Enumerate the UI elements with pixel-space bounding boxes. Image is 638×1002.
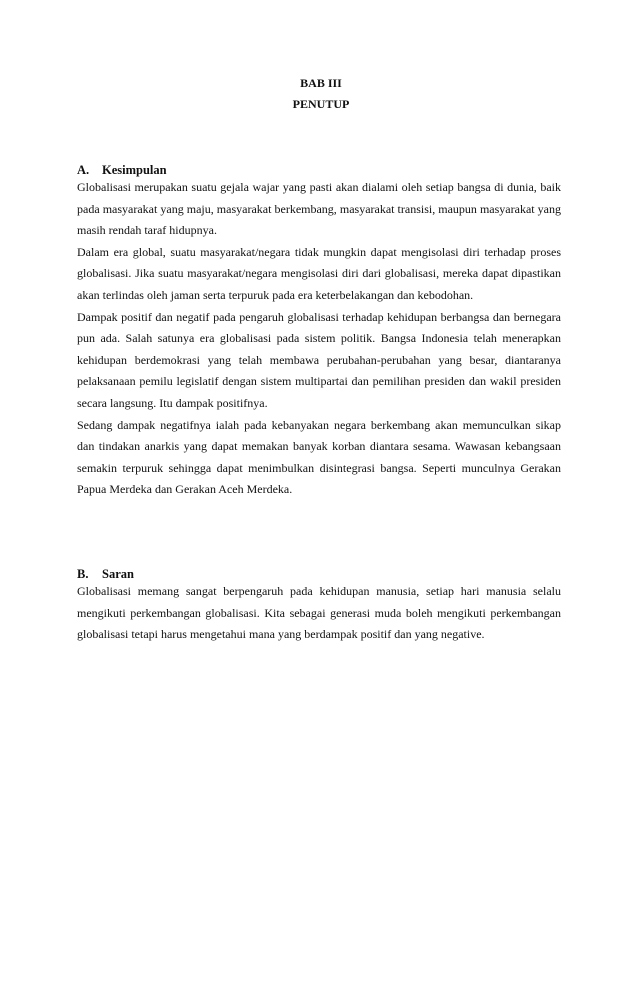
section-body [77,177,561,501]
paragraph: Dalam era global, suatu masyarakat/negara tidak mungkin dapat mengisolasi diri terhadap proses globalisasi. Jika suatu masyarakat/negara mengisolasi diri dari globalisasi, mereka dapat dipastikan akan terlindas oleh jaman serta terpuruk pada era keterbelakangan dan kebodohan. [77,244,561,302]
paragraph: Globalisasi memang sangat berpengaruh pada kehidupan manusia, setiap hari manusia selalu mengikuti perkembangan globalisasi. Kita sebagai generasi muda boleh mengikuti perkembangan globalisasi tetapi harus mengetahui mana yang berdampak positif dan yang negative. [77,584,561,642]
section-title: Kesimpulan [102,163,167,177]
paragraph: Sedang dampak negatifnya ialah pada kebanyakan negara berkembang akan memunculkan sikap dan tindakan anarkis yang dapat memakan banyak korban diantara sesama. Wawasan kebangsaan semakin terpuruk sehingga dapat menimbulkan disintegrasi bangsa. Seperti munculnya Gerakan Papua Merdeka dan Gerakan Aceh Merdeka. [77,417,561,497]
section-body [77,581,561,646]
chapter-number: BAB III [300,76,342,90]
section-letter: B. [77,567,89,581]
section-conclusion [77,163,561,497]
section-title: Saran [102,567,134,581]
paragraph: Dampak positif dan negatif pada pengaruh globalisasi terhadap kehidupan berbangsa dan bernegara pun ada. Salah satunya era globalisasi pada sistem politik. Bangsa Indonesia telah menerapkan kehidupan berdemokrasi yang telah membawa perubahan-perubahan yang besar, diantaranya pelaksanaan pemilu legislatif dengan sistem multipartai dan pemilihan presiden dan wakil presiden secara langsung. Itu dampak positifnya. [77,309,561,410]
section-heading [77,567,561,581]
paragraph: Globalisasi merupakan suatu gejala wajar yang pasti akan dialami oleh setiap bangsa di dunia, baik pada masyarakat yang maju, masyarakat berkembang, masyarakat transisi, maupun masyarakat yang masih rendah taraf hidupnya. [77,180,561,238]
section-suggestion [77,567,561,642]
chapter-title: PENUTUP [292,97,350,111]
section-heading [77,163,561,177]
section-letter: A. [77,163,90,177]
